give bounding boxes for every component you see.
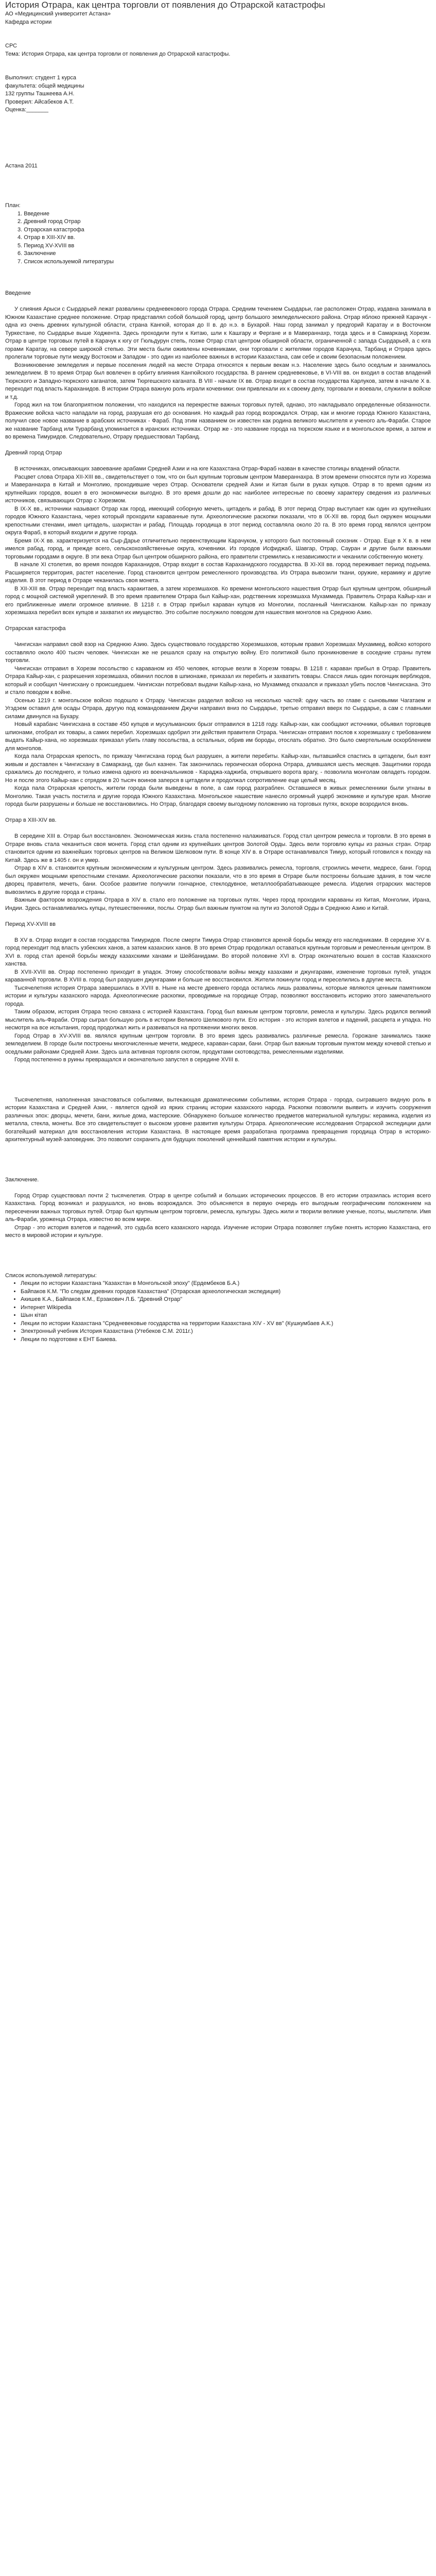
body-paragraph: Новый карабанс Чингисхана в составе 450 купцов и мусульманских брызг отправился в 1218 году. Кайыр-хан, как сообщают источники, объявил торговцев шпионами, отобрал их товары, а самих перебил. Хорезмшах одобрил эти действия правителя Отрара. Чингисхан отправил послов к хорезмшаху с требованием выдать Кайыр-хана, но хорезмшах приказал убить главу посольства, а остальных, обрив им бороды, отослать обратно. Это было смертельным оскорблением для монголов. — [5, 721, 431, 752]
toc-item: 6. Заключение — [18, 250, 56, 257]
body-paragraph: Город Отрар в XV-XVIII вв. являлся крупным центром торговли. В это время здесь развивались различные ремесла. Горожане занимались также земледелием. В городе были построены многочисленные мечети, медресе, караван-сараи, бани. Отрар был важным торговым пунктом между кочевой степью и оседлыми районами Средней Азии. Здесь шла активная торговля скотом, продуктами скотоводства, ремесленными изделиями. — [5, 1032, 431, 1055]
literature-item: • Акишев К.А., Байпаков К.М., Ерзакович Л.Б. "Древний Отрар" — [21, 1296, 431, 1304]
body-paragraph: Бремя IX-X вв. характеризуется на Сыр-Дарье отличительно первенствующим Карачуком, у которого был постоянный союзник - Отрар. Еще в X в. в нем имелся рабад, город, и прежде всего, сельскохозяйственные округа, кочевники. Из городов Исфиджаб, Шавгар, Отрар, Сауран и другие были важными торговыми городами в округе. В эти века Отрар был центром обширного района, его правители стремились к независимости и чеканили собственную монету. — [5, 537, 431, 560]
topic-line: Тема: История Отрара, как центра торговли от появления до Отрарской катастрофы. — [5, 50, 231, 57]
faculty-line: факультета: общей медицины — [5, 82, 84, 89]
body-paragraph: Когда пала Отрарская крепость, жители города были выведены в поле, а сам город разграблен. Оставшиеся в живых ремесленники были угнаны в Монголию. Такая участь постигла и другие города Южного Казахстана. Монгольское нашествие нанесло огромный ущерб экономике и культуре края. Многие города были разрушены и больше не восстановились. Но Отрар, благодаря своему выгодному положению на торговых путях, вскоре возродился вновь. — [5, 785, 431, 807]
body-paragraph: В источниках, описывающих завоевание арабами Средней Азии и на юге Казахстана Отрар-Фараб назван в качестве столицы владений области. — [14, 466, 400, 472]
toc-item: 7. Список используемой литературы — [18, 258, 114, 265]
university-line: АО «Медицинский университет Астана» — [5, 11, 111, 17]
intro-heading: Введение — [5, 290, 31, 296]
section-heading: Отрар в XIII-XIV вв. — [5, 817, 57, 823]
toc-item: 3. Отрарская катастрофа — [18, 226, 84, 233]
summary-paragraph: Тысячелетняя, наполненная зачастоваться событиями, вытекающая драматическими событиями, история Отрара - города, сыгравшего видную роль в истории Казахстана и Средней Азии, - является одной из ярких страниц истории казахского народа. Раскопки позволили выявить и изучить сооружения различных эпох: дворцы, мечети, бани, жилые дома, мастерские. Обнаружено большое количество предметов материальной культуры: керамика, изделия из металла, стекла, монеты. Все это свидетельствует о высоком уровне развития культуры Отрара. Археологические исследования Отрарской экспедиции дали богатейший материал для восстановления истории Казахстана. В настоящее время разработана программа превращения городища Отрар в историко-архитектурный музей-заповедник. Это позволит сохранить для будущих поколений ценнейший памятник истории и культуры. — [5, 1096, 431, 1143]
literature-item: • Шын кітап — [21, 1312, 431, 1320]
body-paragraph: В середине XIII в. Отрар был восстановлен. Экономическая жизнь стала постепенно налаживаться. Город стал центром ремесла и торговли. В это время в Отраре вновь стала чеканиться своя монета. Город стал одним из крупнейших центров Золотой Орды. Здесь вели торговлю купцы из разных стран. Отрар становится одним из важнейших торговых центров на Великом Шелковом пути. В конце XIV в. в Отраре останавливался Тимур, который готовился к походу на Китай. Здесь же в 1405 г. он и умер. — [5, 833, 431, 863]
literature-item: • Лекции по истории Казахстана "Средневековые государства на территории Казахстана XIV - XV вв" (Кушкумбаев А.К.) — [21, 1320, 431, 1328]
body-paragraph: Осенью 1219 г. монгольское войско подошло к Отрару. Чингисхан разделил войско на несколько частей: одну часть во главе с сыновьями Чагатаем и Угэдэем оставил для осады Отрара, другую под командованием Джучи направил вниз по Сырдарье, третью отправил вверх по Сырдарье, а сам с главными силами двинулся на Бухару. — [5, 697, 431, 720]
grade-line: Оценка:_______ — [5, 107, 48, 113]
toc-item: 5. Период XV-XVIII вв — [18, 242, 75, 249]
body-paragraph: В XII-XIII вв. Отрар переходит под власть каракитаев, а затем хорезмшахов. Ко времени монгольского нашествия Отрар был крупным центром, обширный город с мощной системой укреплений. В это время правителем Отрара был Кайыр-хан, родственник хорезмшаха Мухаммеда. Правитель Отрара Кайыр-хан и его приближенные имели огромное влияние. В 1218 г. в Отрар прибыл караван купцов из Монголии, посланный Чингисханом. Кайыр-хан по приказу хорезмшаха перебил всех купцов и захватил их имущество. Это событие послужило поводом для нашествия монголов на Среднюю Азию. — [5, 585, 431, 616]
title-page-header — [5, 10, 431, 114]
conclusion-paragraph: Город Отрар существовал почти 2 тысячелетия. Отрар в центре событий и больших исторических процессов. В его истории отразилась история всего Казахстана. Город возникал и разрушался, но вновь возрождался. Это объясняется в первую очередь его выгодным географическим положением на пересечении важных торговых путей. Отрар был крупным центром торговли, ремесла, культуры. Здесь жили и творили великие ученые, поэты, мыслители. Имя аль-Фараби, уроженца Отрара, известно во всем мире. — [5, 1192, 431, 1223]
toc-item: 2. Древний город Отрар — [18, 218, 81, 225]
group-line: 132 группы Ташкеева А.Н. — [5, 91, 75, 97]
body-paragraph: В XV в. Отрар входит в состав государства Тимуридов. После смерти Тимура Отрар становится ареной борьбы между его наследниками. В середине XV в. город переходит под власть узбекских ханов, а затем казахских ханов. В это время Отрар продолжал оставаться крупным торговым и ремесленным центром. В XVI в. город стал ареной борьбы между казахскими ханами и Шейбанидами. Во второй половине XVI в. Отрар окончательно вошел в состав Казахского ханства. — [5, 937, 431, 967]
toc-item: 1. Введение — [18, 210, 50, 217]
body-paragraph: Тысячелетняя история Отрара завершилась в XVIII в. Ныне на месте древнего города остались лишь развалины, которые являются ценным памятником истории и культуры казахского народа. Археологические раскопки, проводимые на городище Отрар, позволяют восстановить историю этого замечательного города. — [5, 985, 431, 1007]
literature-item: • Лекции по подготовке к ЕНТ Баиева. — [21, 1336, 431, 1344]
body-paragraph: Расцвет слова Отрара XII-XIII вв., свидетельствует о том, что он был крупным торговым центром Мавераннахра. В этом времени относятся пути из Хорезма и Мавераннахра в Китай и Монголию, проходившие через Отрар. Основатели средней Азии и Китая были в руках купцов. Отрар в то время одним из крупнейших городов, вошел в его экономически выгодно. В это время дошли до нас наиболее интересные по своему характеру сведения из различных источников, связывающих Отрар с Хорезмом. — [5, 473, 431, 504]
conclusion-paragraph: Отрар - это история взлетов и падений, это судьба всего казахского народа. Изучение истории Отрара позволяет глубже понять историю Казахстана, его место в мировой истории и культуре. — [5, 1224, 431, 1239]
body-paragraph: Возникновение земледелия и первые поселения людей на месте Отрара относятся к первым векам н.э. Население здесь было оседлым и занималось земледелием. В то время Отрар был вовлечен в орбиту влияния Кангюйского государства. В раннем средневековье, в VI-VIII вв. он входил в состав владений Тюркского и Западно-тюркского каганатов, затем Тюргешского каганата. В VIII - начале IX вв. Отрар входит в состав государства Карлуков, затем в начале X в. переходит под власть Караханидов. В истории Отрара важную роль играли кочевники: они привлекали их к своему делу, торговали и воевали, служили в войске и т.д. — [5, 362, 431, 400]
body-paragraph: Город жил на том благоприятном положении, что находился на перекрестке важных торговых путей, однако, это накладывало определенные обязанности. Вражеские войска часто нападали на город, разрушая его до основания. Но каждый раз город возрождался. Отрар, как и многие города Южного Казахстана, получил свое новое название в арабских источниках - Фараб. Под этим названием он известен как родина великого мыслителя и ученого аль-Фараби. Старое же название Тарбанд или Турарбанд упоминается в иранских источниках. Отрар же - это название города на тюркском языке и в монгольское время, а затем и во времена Тимуридов. Следовательно, Отрару предшествовал Тарбанд. — [5, 402, 431, 440]
body-paragraph: В XVII-XVIII вв. Отрар постепенно приходит в упадок. Этому способствовали войны между казахами и джунгарами, изменение торговых путей, упадок караванной торговли. В XVIII в. город был разрушен джунгарами и больше не восстановился. Жители покинули город и переселились в другие места. — [5, 969, 431, 983]
literature-item: • Интернет Wikipedia — [21, 1304, 431, 1312]
section-heading: Отрарская катастрофа — [5, 625, 66, 632]
body-paragraph: Чингисхан отправил в Хорезм посольство с караваном из 450 человек, которые везли в Хорезм товары. В 1218 г. караван прибыл в Отрар. Правитель Отрара Кайыр-хан, с разрешения хорезмшаха, обвинил послов в шпионаже, приказал их перебить и захватить товары. Спасся лишь один погонщик верблюдов, который и сообщил Чингисхану о происшедшем. Чингисхан потребовал выдачи Кайыр-хана, но Мухаммед отказался и приказал убить послов Чингисхана. Это и стало поводом к войне. — [5, 665, 431, 696]
literature-list — [5, 1280, 431, 1344]
literature-item: • Байпаков К.М. "По следам древних городов Казахстана" (Отрарская археологическая экспедиция) — [21, 1288, 431, 1296]
body-paragraph: Когда пала Отрарская крепость, по приказу Чингисхана город был разрушен, а жители перебиты. Кайыр-хан, пытавшийся спастись в цитадели, был взят живым и доставлен к Чингисхану в Самарканд, где был казнен. Так закончилась героическая оборона Отрара, длившаяся шесть месяцев. Защитники города сражались до последнего, и только измена одного из военачальников - Караджа-хаджиба, открывшего ворота врагу, - позволила монголам овладеть городом. Но и после этого Кайыр-хан с отрядом в 20 тысяч воинов заперся в цитадели и продолжал сопротивление еще целый месяц. — [5, 753, 431, 784]
conclusion-heading: Заключение. — [5, 1176, 39, 1183]
department-line: Кафедра истории — [5, 19, 52, 25]
work-type-line: СРС — [5, 43, 18, 49]
student-line: Выполнил: студент 1 курса — [5, 75, 76, 81]
table-of-contents — [5, 202, 431, 266]
place-year: Астана 2011 — [5, 162, 38, 169]
toc-heading: План: — [5, 202, 21, 209]
literature-heading: Список используемой литературы: — [5, 1272, 97, 1279]
main-body — [5, 306, 431, 1064]
section-heading: Древний город Отрар — [5, 450, 62, 456]
body-paragraph: Таким образом, история Отрара тесно связана с историей Казахстана. Город был важным центром торговли, ремесла и культуры. Здесь родился великий мыслитель аль-Фараби. Отрар сыграл большую роль в истории Великого Шелкового пути. Его история - это история взлетов и падений, расцвета и упадка. Но несмотря на все испытания, город продолжал жить и развиваться на протяжении многих веков. — [5, 1009, 431, 1031]
body-paragraph: В начале XI столетия, во время походов Караханидов, Отрар входит в состав Караханидского государства. В XI-XII вв. город переживает период подъема. Расширяется территория, растет население. Город становится центром ремесленного производства. Из Отрара вывозили ткани, оружие, керамику и другие изделия. В этот период в Отраре чеканилась своя монета. — [5, 562, 431, 584]
literature-item: • Электронный учебник История Казахстана (Утебеков С.М. 2011г.) — [21, 1328, 431, 1336]
body-paragraph: В IX-X вв., источники называют Отрар как город, имеющий соборную мечеть, цитадель и рабад. В этот период Отрар выступает как один из крупнейших городов Южного Казахстана, через который проходили караванные пути. Археологические раскопки показали, что в IX-XII вв. город был окружен мощными крепостными стенами, имел цитадель, шахристан и рабад. Площадь городища в этот период составляла около 20 га. В это время город являлся центром округа Фараб, в который входили и другие города. — [5, 505, 431, 536]
body-paragraph: Отрар в XIV в. становится крупным экономическим и культурным центром. Здесь развивались ремесла, торговля, строились мечети, медресе, бани. Город был окружен мощными крепостными стенами. Археологические раскопки показали, что в это время в Отраре были построены большие здания, в том числе дворец правителя, мечеть, бани. Особое развитие получили гончарное, стеклодувное, металлообрабатывающее ремесла. Изделия отрарских мастеров вывозились в другие города и страны. — [5, 865, 431, 895]
body-paragraph: Город постепенно в руины превращался и окончательно запустел в середине XVIII в. — [14, 1057, 240, 1063]
toc-item: 4. Отрар в XIII-XIV вв. — [18, 234, 75, 241]
document-title: История Отрара, как центра торговли от появления до Отрарской катастрофы — [5, 0, 325, 10]
body-paragraph: Чингисхан направил свой взор на Среднюю Азию. Здесь существовало государство Хорезмшахов, которым правил Хорезмшах Мухаммед, войско которого составляло около 400 тысяч человек. Чингисхан же не решался сразу на открытую войну. Его политикой было проникновение в соседние страны путем торговли. — [5, 641, 431, 664]
body-paragraph: Важным фактором возрождения Отрара в XIV в. стало его положение на торговых путях. Через город проходили караваны из Китая, Монголии, Ирана, Индии. Здесь останавливались купцы, путешественники, послы. Отрар был важным пунктом на пути из Золотой Орды в Среднюю Азию и Китай. — [5, 897, 431, 911]
section-heading: Период XV-XVIII вв — [5, 921, 56, 927]
body-paragraph: У слияния Арыси с Сырдарьей лежат развалины средневекового города Отрара. Средним течением Сырдарьи, гае расположен Отрар, издавна занимала в Южном Казахстане среднее положение. Отрар представлял собой большой город, центр большого земледельческого района. Отрар яблоко прежней Карачук - одна из очень древних культурной области, страна Кангюй, которая до II в. до н.э. в Бухарой. Наш город занимал у предгорий Каратау и в Восточном Туркестане, по Сырдарье выше Ходжента. Здесь проходили пути к Китаю, шли к Кашгару и Фергане и в Мавераннахр, тогда здесь и в Самарканд Хорезм. Отрар в центре торговых путей в Карачук к югу от Гюльдурун степь, позже Отрар стал центром обширной области, ограниченной с запада Сырдарьей, а с юга горами Каратау, на севере широкой степью. Эти места были оживлены кочевниками, они торговали с жителями городов Карачука, Тарбанд и Отрара здесь пролегали торговые пути между Востоком и Западом - это один из наиболее важных в истории Казахстана, сам себе и своим безопасным положением. — [5, 306, 431, 360]
checker-line: Проверил: Айсабеков А.Т. — [5, 98, 74, 105]
literature-item: • Лекции по истории Казахстана "Казахстан в Монгольской эпоху" (Ердембеков Б.А.) — [21, 1280, 431, 1288]
